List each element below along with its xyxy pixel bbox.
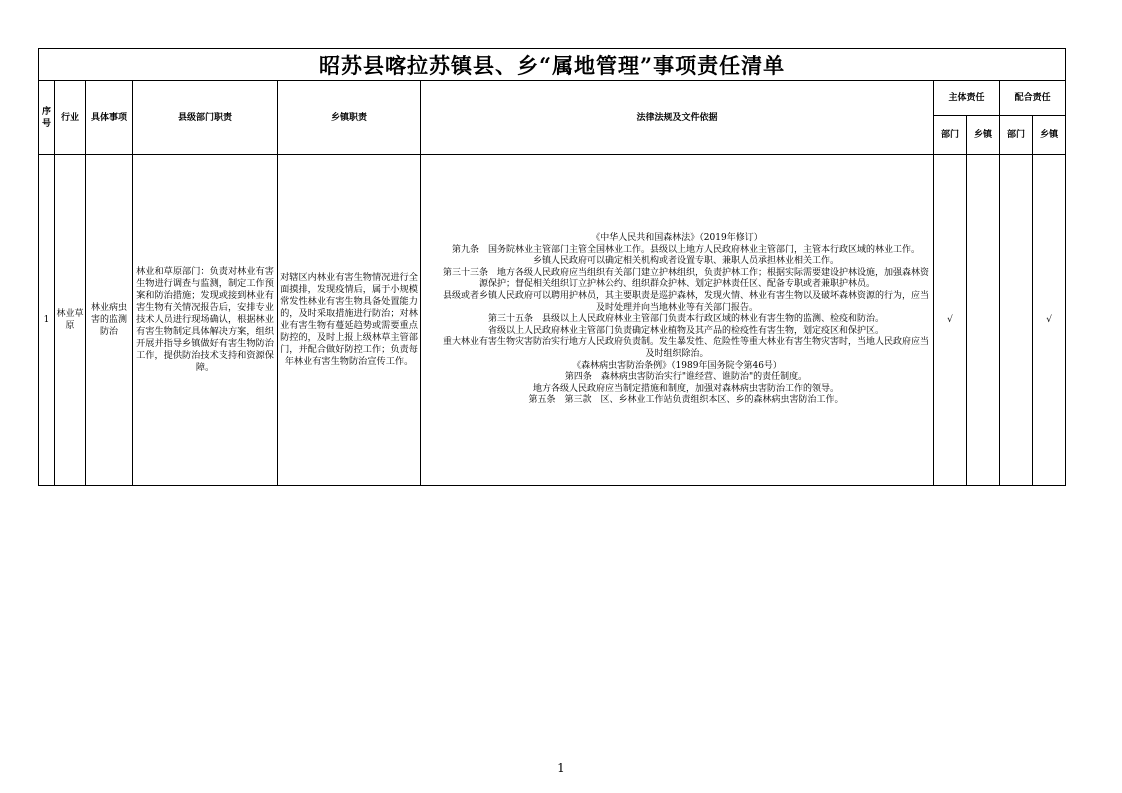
row-town-duty: 对辖区内林业有害生物情况进行全面摸排，发现疫情后，属于小规模常发性林业有害生物具备处置能力的，及时采取措施进行防治；对林业有害生物有蔓延趋势或需要重点防控的，及时上报上级林草主管部门，并配合做好防控工作；负责每年林业有害生物防治宣传工作。 bbox=[278, 155, 421, 486]
header-seq: 序号 bbox=[39, 81, 55, 155]
law-article: 重大林业有害生物灾害防治实行地方人民政府负责制。发生暴发性、危险性等重大林业有害生物灾害时，当地人民政府应当及时组织除治。 bbox=[442, 337, 929, 359]
row-county-duty: 林业和草原部门：负责对林业有害生物进行调查与监测，制定工作预案和防治措施；发现或接到林业有害生物有关情况报告后，安排专业技术人员进行现场确认，根据林业有害生物制定具体解决方案，组织开展并指导乡镇做好有害生物防治工作，提供防治技术支持和资源保障。 bbox=[133, 155, 278, 486]
header-town-duty: 乡镇职责 bbox=[278, 81, 421, 155]
header-industry: 行业 bbox=[55, 81, 86, 155]
header-main-dept: 部门 bbox=[934, 116, 967, 155]
header-coop-responsibility: 配合责任 bbox=[1000, 81, 1066, 116]
header-main-responsibility: 主体责任 bbox=[934, 81, 1000, 116]
law-article: 第五条 第三款 区、乡林业工作站负责组织本区、乡的森林病虫害防治工作。 bbox=[528, 395, 844, 406]
law-article: 乡镇人民政府可以确定相关机构或者设置专职、兼职人员承担林业相关工作。 bbox=[532, 256, 839, 267]
law-article: 省级以上人民政府林业主管部门负责确定林业植物及其产品的检疫性有害生物，划定疫区和保护区。 bbox=[487, 325, 884, 336]
header-coop-town: 乡镇 bbox=[1033, 116, 1066, 155]
row-seq: 1 bbox=[39, 155, 55, 486]
main-dept-check: √ bbox=[934, 155, 967, 486]
header-county-duty: 县级部门职责 bbox=[133, 81, 278, 155]
page-title: 昭苏县喀拉苏镇县、乡“属地管理”事项责任清单 bbox=[39, 49, 1066, 81]
law-article: 地方各级人民政府应当制定措施和制度，加强对森林病虫害防治工作的领导。 bbox=[532, 383, 839, 394]
responsibility-table bbox=[38, 48, 1066, 486]
row-law-basis bbox=[421, 155, 934, 486]
header-law: 法律法规及文件依据 bbox=[421, 81, 934, 155]
law-article: 第九条 国务院林业主管部门主管全国林业工作。县级以上地方人民政府林业主管部门，主管本行政区域的林业工作。 bbox=[451, 244, 920, 255]
page-number: 1 bbox=[557, 761, 565, 775]
header-item: 具体事项 bbox=[86, 81, 133, 155]
table-row bbox=[39, 155, 1066, 486]
header-coop-dept: 部门 bbox=[1000, 116, 1033, 155]
header-main-town: 乡镇 bbox=[967, 116, 1000, 155]
coop-town-check: √ bbox=[1033, 155, 1066, 486]
law-article: 第三十三条 地方各级人民政府应当组织有关部门建立护林组织，负责护林工作；根据实际需要建设护林设施，加强森林资源保护；督促相关组织订立护林公约、组织群众护林、划定护林责任区、配备专职或者兼职护林员。 bbox=[442, 267, 929, 290]
main-town-check bbox=[967, 155, 1000, 486]
coop-dept-check bbox=[1000, 155, 1033, 486]
row-industry: 林业草原 bbox=[55, 155, 86, 486]
law-title-pest-regulation: 《森林病虫害防治条例》（1989年国务院令第46号） bbox=[572, 360, 782, 371]
law-article: 县级或者乡镇人民政府可以聘用护林员，其主要职责是巡护森林，发现火情、林业有害生物以及破坏森林资源的行为，应当及时处理并向当地林业等有关部门报告。 bbox=[442, 291, 929, 313]
law-title-forest-law: 《中华人民共和国森林法》（2019年修订） bbox=[591, 233, 763, 244]
law-article: 第三十五条 县级以上人民政府林业主管部门负责本行政区域的林业有害生物的监测、检疫和防治。 bbox=[487, 314, 884, 325]
row-item: 林业病虫害的监测防治 bbox=[86, 155, 133, 486]
law-article: 第四条 森林病虫害防治实行"谁经营、谁防治"的责任制度。 bbox=[564, 372, 808, 383]
